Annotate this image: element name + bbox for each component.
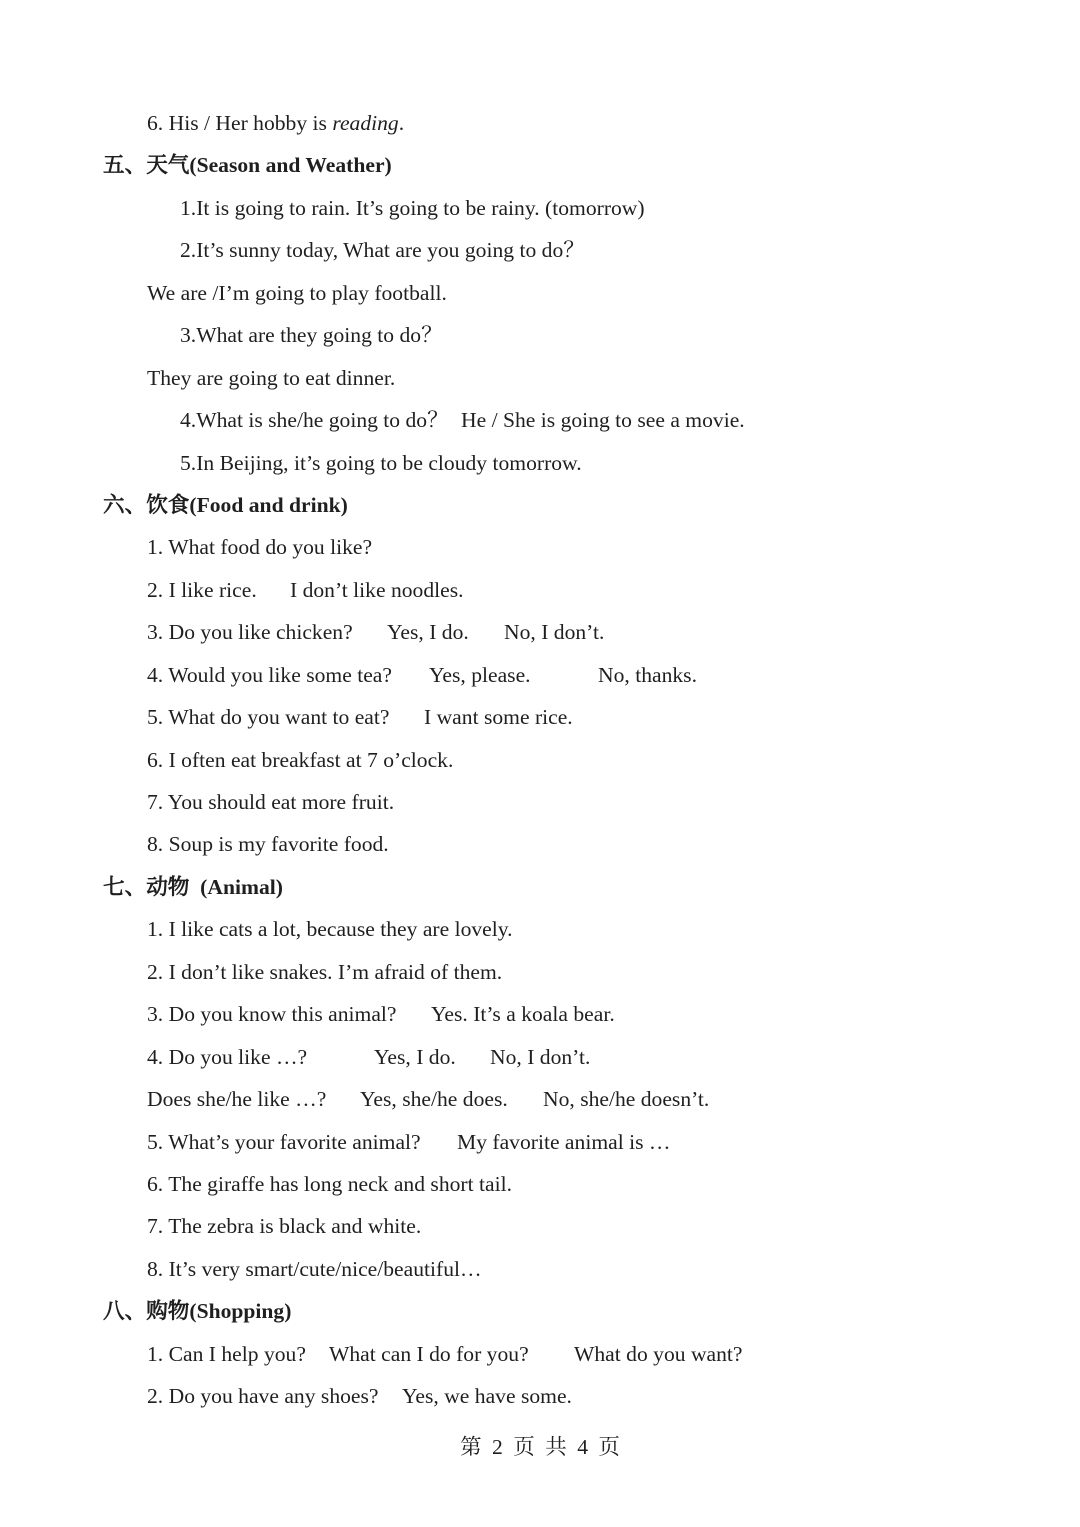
animal-line <box>0 1248 1080 1290</box>
animal-line <box>0 908 1080 950</box>
hobby-sentence-text: 6. His / Her hobby is <box>147 111 333 135</box>
food-sentence: 1. What food do you like? <box>147 535 373 560</box>
document-body <box>0 102 1080 1418</box>
section-heading-shopping <box>0 1290 1080 1332</box>
food-line <box>0 654 1080 696</box>
food-question: 3. Do you like chicken? <box>147 620 353 645</box>
food-line <box>0 611 1080 653</box>
animal-answer: My favorite animal is … <box>457 1129 671 1154</box>
animal-answer-no: No, she/he doesn’t. <box>543 1087 710 1112</box>
shopping-question: 2. Do you have any shoes? <box>147 1384 379 1409</box>
food-sentence: 8. Soup is my favorite food. <box>147 832 389 857</box>
food-line <box>0 781 1080 823</box>
food-sentence: I don’t like noodles. <box>290 577 464 602</box>
weather-answer: He / She is going to see a movie. <box>461 408 745 433</box>
animal-line <box>0 993 1080 1035</box>
food-answer: I want some rice. <box>424 705 573 730</box>
animal-line <box>0 1205 1080 1247</box>
food-line <box>0 823 1080 865</box>
food-question: 5. What do you want to eat? <box>147 705 390 730</box>
food-answer-no: No, I don’t. <box>504 620 605 645</box>
animal-heading-text: 七、动物 (Animal) <box>103 874 283 899</box>
section-heading-food <box>0 484 1080 526</box>
animal-sentence: 2. I don’t like snakes. I’m afraid of them. <box>147 959 503 984</box>
animal-sentence: 6. The giraffe has long neck and short tail. <box>147 1171 512 1196</box>
animal-question: 4. Do you like …? <box>147 1044 308 1069</box>
weather-line <box>0 357 1080 399</box>
food-line <box>0 569 1080 611</box>
food-line <box>0 696 1080 738</box>
animal-line <box>0 951 1080 993</box>
food-sentence: 2. I like rice. <box>147 577 257 602</box>
animal-answer-no: No, I don’t. <box>490 1044 591 1069</box>
food-answer-yes: Yes, please. <box>429 662 531 687</box>
shopping-question: 1. Can I help you? <box>147 1341 306 1366</box>
weather-question: 3.What are they going to do？ <box>180 323 443 348</box>
animal-question: 3. Do you know this animal? <box>147 1002 397 1027</box>
hobby-line <box>0 102 1080 144</box>
hobby-sentence <box>147 102 404 144</box>
animal-question: 5. What’s your favorite animal? <box>147 1129 421 1154</box>
section-heading-weather <box>0 144 1080 186</box>
weather-line <box>0 272 1080 314</box>
shopping-answer: Yes, we have some. <box>402 1384 572 1409</box>
animal-answer-yes: Yes, I do. <box>374 1044 456 1069</box>
food-answer-yes: Yes, I do. <box>387 620 469 645</box>
animal-sentence: 7. The zebra is black and white. <box>147 1214 422 1239</box>
animal-sentence: 1. I like cats a lot, because they are lovely. <box>147 917 513 942</box>
food-line <box>0 526 1080 568</box>
shopping-line <box>0 1333 1080 1375</box>
weather-sentence: 1.It is going to rain. It’s going to be rainy. (tomorrow) <box>180 195 645 220</box>
food-question: 4. Would you like some tea? <box>147 662 392 687</box>
weather-line <box>0 314 1080 356</box>
weather-line <box>0 399 1080 441</box>
food-heading-text: 六、饮食(Food and drink) <box>103 492 348 517</box>
animal-line <box>0 1036 1080 1078</box>
shopping-question: What can I do for you? <box>329 1341 529 1366</box>
food-line <box>0 739 1080 781</box>
animal-sentence: 8. It’s very smart/cute/nice/beautiful… <box>147 1256 482 1281</box>
food-answer-no: No, thanks. <box>598 662 697 687</box>
weather-heading-text: 五、天气(Season and Weather) <box>103 153 392 178</box>
hobby-emphasis: reading <box>332 111 399 135</box>
animal-line <box>0 1163 1080 1205</box>
hobby-sentence-end: . <box>398 111 405 135</box>
food-sentence: 7. You should eat more fruit. <box>147 790 395 814</box>
weather-sentence: 5.In Beijing, it’s going to be cloudy tomorrow. <box>180 450 582 475</box>
shopping-line <box>0 1375 1080 1417</box>
food-sentence: 6. I often eat breakfast at 7 o’clock. <box>147 747 454 772</box>
animal-answer: Yes. It’s a koala bear. <box>431 1002 615 1027</box>
section-heading-animal <box>0 866 1080 908</box>
weather-answer: We are /I’m going to play football. <box>147 280 447 305</box>
animal-answer-yes: Yes, she/he does. <box>360 1087 508 1112</box>
weather-line <box>0 229 1080 271</box>
shopping-question: What do you want? <box>574 1341 743 1366</box>
animal-line <box>0 1121 1080 1163</box>
animal-question: Does she/he like …? <box>147 1087 327 1112</box>
weather-line <box>0 187 1080 229</box>
page-number-footer: 第 2 页 共 4 页 <box>460 1435 620 1459</box>
weather-answer: They are going to eat dinner. <box>147 365 396 390</box>
weather-question: 2.It’s sunny today, What are you going to do？ <box>180 238 585 263</box>
weather-question: 4.What is she/he going to do？ <box>180 408 449 433</box>
weather-line <box>0 442 1080 484</box>
animal-line <box>0 1078 1080 1120</box>
shopping-heading-text: 八、购物(Shopping) <box>103 1299 292 1324</box>
